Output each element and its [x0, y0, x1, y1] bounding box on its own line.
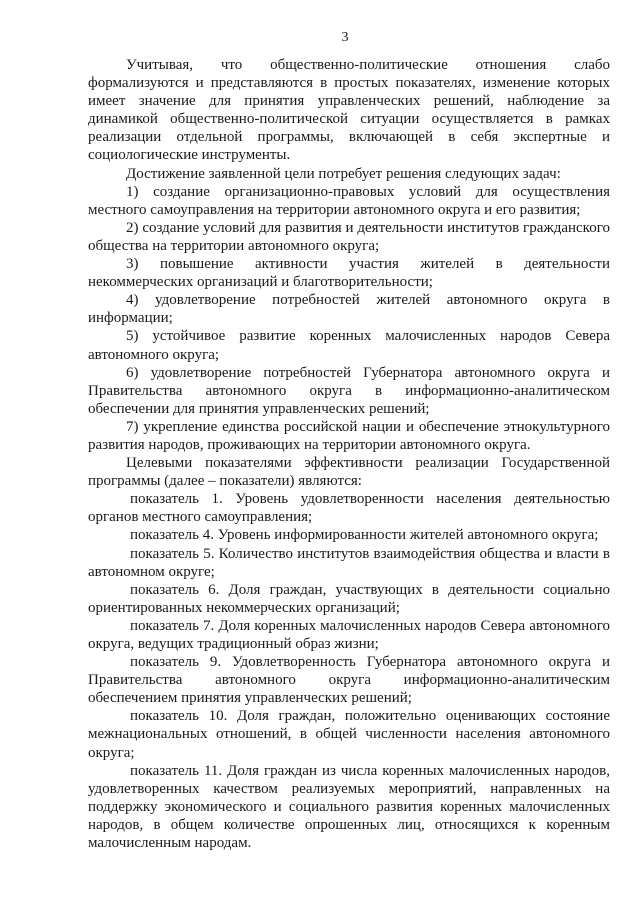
task-item-2: 2) создание условий для развития и деятельности институтов гражданского общества на территории автономного округа;	[88, 219, 610, 254]
indicators-intro-paragraph: Целевыми показателями эффективности реализации Государственной программы (далее – показатели) являются:	[88, 455, 610, 490]
page-number: 3	[341, 30, 349, 45]
indicator-item-11: показатель 11. Доля граждан из числа коренных малочисленных народов, удовлетворенных качеством реализуемых мероприятий, направленных на поддержку экономического и социального развития коренных малочисленных народов, в общем количестве опрошенных лиц, относящихся к коренным малочисленным народам.	[88, 762, 610, 852]
indicator-item-5: показатель 5. Количество институтов взаимодействия общества и власти в автономном округе;	[88, 545, 610, 580]
document-body	[88, 56, 610, 852]
task-item-7: 7) укрепление единства российской нации и обеспечение этнокультурного развития народов, проживающих на территории автономного округа.	[88, 418, 610, 453]
indicator-item-7: показатель 7. Доля коренных малочисленных народов Севера автономного округа, ведущих традиционный образ жизни;	[88, 617, 610, 652]
task-item-1: 1) создание организационно-правовых условий для осуществления местного самоуправления на территории автономного округа и его развития;	[88, 183, 610, 218]
indicator-item-10: показатель 10. Доля граждан, положительно оценивающих состояние межнациональных отношений, в общей численности населения автономного округа;	[88, 708, 610, 761]
indicator-item-1: показатель 1. Уровень удовлетворенности населения деятельностью органов местного самоуправления;	[88, 491, 610, 526]
task-item-4: 4) удовлетворение потребностей жителей автономного округа в информации;	[88, 292, 610, 327]
indicator-item-4: показатель 4. Уровень информированности жителей автономного округа;	[130, 527, 599, 544]
tasks-intro-paragraph: Достижение заявленной цели потребует решения следующих задач:	[126, 165, 561, 182]
indicator-item-9: показатель 9. Удовлетворенность Губернатора автономного округа и Правительства автономного округа информационно-аналитическим обеспечением принятия управленческих решений;	[88, 654, 610, 707]
indicator-item-6: показатель 6. Доля граждан, участвующих в деятельности социально ориентированных некоммерческих организаций;	[88, 581, 610, 616]
task-item-5: 5) устойчивое развитие коренных малочисленных народов Севера автономного округа;	[88, 328, 610, 363]
task-item-6: 6) удовлетворение потребностей Губернатора автономного округа и Правительства автономного округа в информационно-аналитическом обеспечении для принятия управленческих решений;	[88, 364, 610, 417]
intro-paragraph: Учитывая, что общественно-политические отношения слабо формализуются и представляются в простых показателях, изменение которых имеет значение для принятия управленческих решений, наблюдение за динамикой общественно-политической ситуации осуществляется в рамках реализации отдельной программы, включающей в себя экспертные и социологические инструменты.	[88, 57, 610, 164]
task-item-3: 3) повышение активности участия жителей в деятельности некоммерческих организаций и благотворительности;	[88, 256, 610, 291]
